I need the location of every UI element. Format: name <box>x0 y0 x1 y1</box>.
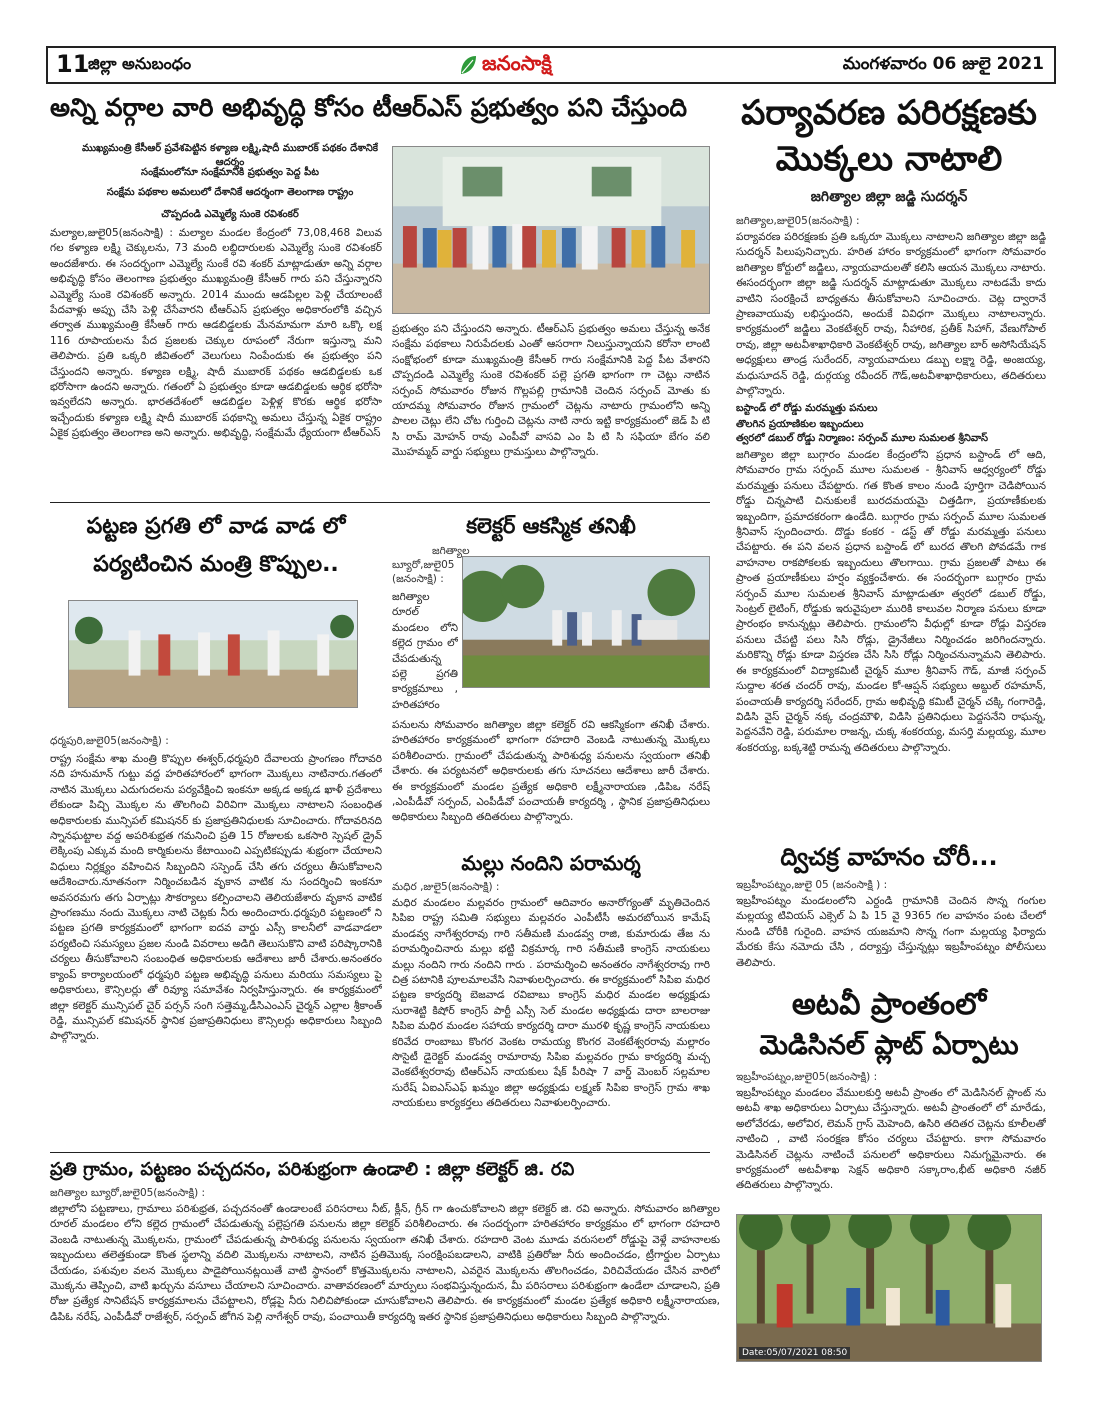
issue-date: మంగళవారం 06 జులై 2021 <box>842 54 1044 74</box>
minister-body: రాష్ట్ర సంక్షేమ శాఖ మంత్రి కొప్పుల ఈశ్వర్,ధర్మపురి దేవాలయ ప్రాంగణం గోదావరి నది హనుమాన్ గుట్టు వద్ద హరితహారంలో భాగంగా మొక్కలు నాటినారు.గతంలో నాటిన మొక్కలు ఎదుగుదలను పర్యవేక్షించి ఇంకనూ అక్కడ అక్కడ ఖాళీ ప్రదేశాలు లేకుండా పిచ్చి మొక్కల ను తొలగించి విరివిగా మొక్కలు నాటాలని సంబంధిత అధికారులకు మున్సిపల్ కమిషనర్ కు ప్రజాప్రతినిధులకు సూచించారు. గోదావరినది స్నానఘట్టాల వద్ద అపరిశుభ్రత గమనించి ప్రతి 15 రోజులకు ఒకసారి స్పెషల్ డ్రైవ్ లెక్కింపు ఎక్కువ మంది కార్మికులను కేటాయించి ఎప్పటికప్పుడు శుభ్రంగా చేయాలని విధులు నిర్లక్ష్యం వహించిన సిబ్బందిని సస్పెండ్ చేసి తగు చర్యలు తీసుకోవాలని ఆదేశించారు.నూతనంగా నిర్మించబడిన వృకాన వాటిక ను సందర్శించి ఇంకనూ అవసరమగు తగు ఏర్పాట్లు సౌకర్యాలు కల్పించాలని తెలియజేశారు వృకాన వాటిక ప్రాంగణము నందు మొక్కలు నాటి చెట్లకు నీరు అందించారు.ధర్మపురి పట్టణంలో ని పట్టణ ప్రగతి కార్యక్రమంలో భాగంగా ఐదవ వార్డు ఎస్సీ కాలనీలో వాడవాడలా పర్యటించి సమస్యలు ప్రజల నుండి వివరాలు అడిగి తెలుసుకొని వాటి పరిష్కారానికి చర్యలు తీసుకోవాలని సంబంధిత అధికారులకు ఆదేశాలు జారీ చేశారు.అనంతరం క్యాంప్ కార్యాలయంలో ధర్మపురి పట్టణ అభివృద్ధి పనులు మరియు సమస్యలు పై అధికారులు, కౌన్సిలర్లు తో రివ్యూ సమావేశం నిర్వహిస్తున్నారు. ఈ కార్యక్రమంలో జిల్లా కలెక్టర్ మున్సిపల్ చైర్ పర్సన్ సంగి సత్తెమ్మ,డీసిఎంఎస్ చైర్మన్ ఎల్లాల శ్రీకాంత్ రెడ్డి, మున్సిపల్ కమిషనర్ స్థానిక ప్రజాప్రతినిధులు కౌన్సిలర్లు అధికారులు సిబ్బంది పాల్గొన్నారు. <box>50 753 382 1043</box>
village-body: జిల్లాలోని పట్టణాలు, గ్రామాలు పరిశుభ్రత, పచ్చదనంతో ఉండాలంటే పరిసరాలు నీట్, క్లీన్, గ్రీన్ గా ఉంచుకోవాలని జిల్లా కలెక్టర్ జి. రవి అన్నారు. సోమవారం జగిత్యాల రూరల్ మండలం లోని కల్లెద గ్రామంలో చేపడుతున్న పల్లెప్రగతి పనులను జిల్లా కలెక్టర్ పరిశీలించారు. ఈ సందర్భంగా హరితహారం కార్యక్రమం లో భాగంగా రహదారి వెంబడి నాటుతున్న మొక్కలను, గ్రామంలో చేపడుతున్న పారిశుధ్య పనులను స్వయంగా తనిఖీ చేశారు. రహదారి వెంట మూడు వరుసలలో రోడ్డుపై వెళ్లే వాహనాలకు ఇబ్బందులు తలెత్తకుండా కొంత స్థలాన్ని వదిలి మొక్కలను నాటాలని, నాటిన ప్రతిమొక్క సంరక్షింపబడాలని, వాటికి ప్రతిరోజు నీరు అందించడం, ట్రీగార్డుల ఏర్పాటు చేయడం, పశువుల వలన మొక్కలు పాడైపోయినట్లయితే వాటి స్థానంలో కొత్తమొక్కలను నాటాలని, ఎవరైన మొక్కలను తొలగించడం, విరిచివేయడం చేసిన వారిలో మొక్కను తెప్పించి, వాటి ఖర్చును వసూలు చేయాలని సూచించారు. వాతావరణంలో మార్పులు సంభవిస్తున్నందున, మీ పరిసరాలు పరిశుభ్రంగా ఉండేలా చూడాలని, ప్రతి రోజు ప్రత్యేక సానిటేషన్ కార్యక్రమాలను చేపట్టాలని, రోడ్లపై నీరు నిలిచిపోకుండా చూసుకోవాలని తెలిపారు. ఈ కార్యక్రమంలో మండల ప్రత్యేక అధికారి లక్ష్మీనారాయణ, డిపిఓ నరేష్, ఎంపీడీవో రాజేశ్వర్, సర్పంచ్ జోగిన పెల్లి నాగేశ్వర్ రావు, పంచాయితీ కార్యదర్శి ఇతర స్థానిక ప్రజాప్రతినిధులు అధికారులు సిబ్బంది పాల్గొన్నారు. <box>50 1203 720 1323</box>
environment-dateline: జగిత్యాల,జులై05(జనంసాక్షి) : <box>736 215 860 227</box>
trs-subhead-4: చొప్పదండి ఎమ్మెల్యే సుంకె రవిశంకర్ <box>161 209 299 220</box>
trs-photo <box>392 146 710 314</box>
mallu-dateline: మధిర ,జులై5(జనంసాక్షి) : <box>392 881 500 893</box>
trs-subhead-3: సంక్షేమ పథకాల అమలులో దేశానికే ఆదర్శంగా తెలంగాణ రాష్ట్రం <box>106 187 354 198</box>
bike-headline: ద్విచక్ర వాహనం చోరీ... <box>780 843 998 871</box>
trs-subhead-2: సంక్షేమంలోనూ సంక్షేమానికి ప్రభుత్వం పెద్ద పీట <box>141 167 319 178</box>
collector-dateline-2: (జనంసాక్షి) : <box>392 573 444 585</box>
mallu-headline: మల్లు నందిని పరామర్శ <box>461 851 641 875</box>
divider <box>50 1152 710 1153</box>
leaf-icon <box>458 54 478 76</box>
collector-photo <box>462 556 710 688</box>
environment-headline-1: పర్యావరణ పరిరక్షణకు <box>741 93 1037 133</box>
busstand-kicker-2: తొలగిన ప్రయాణికుల ఇబ్బందులు <box>736 419 864 430</box>
minister-dateline: ధర్మపురి,జులై05(జనంసాక్షి) : <box>50 735 169 747</box>
trs-body-right: ప్రభుత్వం పని చేస్తుందని అన్నారు. టీఆర్ఎస్ ప్రభుత్వం అమలు చేస్తున్న అనేక సంక్షేమ పథకాలు నిరుపేదలకు ఎంతో ఆసరాగా నిలుస్తున్నాయని కరోనా లాంటి సంక్షోభంలో కూడా ముఖ్యమంత్రి కేసీఆర్ గారు సంక్షేమానికి పెద్ద పీట వేశారని చొప్పదండి ఎమ్మెల్యే సుంకె రవిశంకర్ పల్లె ప్రగతి భాగంగా గా చెట్లు నాటిన సర్పంచ్ సోమవారం రోజున గొల్లపల్లి గ్రామానికి చెందిన సర్పంచ్ మోతు కు యాదమ్మ సోమవారం రోజున గ్రామంలో చెట్లను నాటారు గ్రామంలోని అన్ని పాలల చెట్లు లేని చోట గుర్తించి చెట్లను నాటి నారు ఇట్టి కార్యక్రమంలో జెడ్ పి టి సి రామ్ మోహన్ రావు ఎంపీవో వాసవి ఎం పి టి సి సఫియా బేగం వలి మొహమ్మద్ వార్డు సభ్యులు గ్రామస్తులు పాల్గొన్నారు. <box>392 323 710 459</box>
village-dateline: జగిత్యాల బ్యూరో,జులై05(జనంసాక్షి) : <box>50 1187 206 1199</box>
collector-headline: కలెక్టర్ ఆకస్మిక తనిఖీ <box>466 514 636 538</box>
medicinal-headline-2: మెడిసినల్ ప్లాట్ ఏర్పాటు <box>759 1030 1019 1061</box>
trs-headline: అన్ని వర్గాల వారి అభివృద్ధి కోసం టీఆర్ఎస్ ప్రభుత్వం పని చేస్తుంది <box>50 93 688 122</box>
minister-headline-2: పర్యటించిన మంత్రి కొప్పుల.. <box>93 552 339 577</box>
divider <box>50 502 710 503</box>
minister-headline-1: పట్టణ ప్రగతి లో వాడ వాడ లో <box>86 514 346 539</box>
trs-subhead-1: ముఖ్యమంత్రి కేసీఆర్ ప్రవేశపెట్టిన కళ్యాణ లక్ష్మి,షాదీ ముబారక్ పథకం దేశానికే ఆదర్శం <box>81 143 378 168</box>
medicinal-body: ఇబ్రహీంపట్నం మండలం వేములకుర్తి అటవీ ప్రాంతం లో మెడిసినల్ ప్లాంట్ ను అటవీ శాఖ అధికారులు ఏర్పాటు చేస్తున్నారు. అటవీ ప్రాంతంలో లో మారేడు, అలోవేరడు, అలోవిర, లెమన్ గ్రాస్ మెహెంది, ఉసిరి తదితర చెట్లను కూలీలతో నాటించి , వాటి సంరక్షణ కోసం చర్యలు చేపట్టారు. కాగా సోమవారం మెడిసినల్ చెట్లను నాటించే పనులలో అధికారులు నిమగ్నమైనారు. ఈ కార్యక్రమంలో అటవీశాఖ సెక్షన్ అధికారి సక్కారాం,భీట్ అధికారి నజీర్ తదితరులు పాల్గొన్నారు. <box>736 1087 1046 1192</box>
photo-timestamp: Date:05/07/2021 08:50 <box>739 1347 850 1359</box>
bike-body: ఇబ్రహీంపట్నం మండలంలోని ఎర్దండి గ్రామానికి చెందిన సొన్న గంగుల మల్లయ్య టివియస్ ఎక్సెల్ ఏ పి 15 వై 9365 గల వాహనం పంట చేలలో నుండి చోరీకి గురైంది. వాహన యజమాని సొన్న గంగా మల్లయ్య ఫిర్యాదు మేరకు కేసు నమోదు చేసి , దర్యాప్తు చేస్తున్నట్లు ఇబ్రహీంపట్నం పోలీసులు తెలిపారు. <box>736 895 1046 969</box>
bike-dateline: ఇబ్రహీంపట్నం,జులై 05 (జనంసాక్షి ) : <box>736 879 888 891</box>
busstand-kicker: బస్టాండ్ లో రోడ్డు మరమ్మత్తు పనులు <box>736 403 878 414</box>
environment-subhead: జగిత్యాల జిల్లా జడ్జి సుదర్శన్ <box>810 189 968 205</box>
collector-body-narrow: జగిత్యాల రూరల్ మండలం లోని కల్లెద గ్రామం లో చేపడుతున్న పల్లె ప్రగతి కార్యక్రమాలు , హరితహారం <box>392 591 458 710</box>
mallu-body: మధిర మండలం మల్లవరం గ్రామంలో ఆదివారం అనారోగ్యంతో మృతిచెందిన సిపిఐ రాష్ట్ర సమితి సభ్యులు మల్లవరం ఎంపీటీసీ అమరబోయిన కామేష్ మండవ్వ నాగేశ్వరరావు గారి సతీమణి మండవ్వ రాజి, కుమారుడు తేజ ను పరామర్శించినారు మల్లు భట్టి విక్రమార్క గారి సతీమణి కాంగ్రెస్ నాయకులు మల్లు నందిని గారు నందిని గారు . పరామర్శించి అనంతరం నాగేశ్వరరావు గారి చిత్ర పటానికి పూలమాలవేసి నివాళులర్పించారు. ఈ కార్యక్రమంలో సిపిఐ మధిర పట్టణ కార్యదర్శి బెజవాడ రవిబాబు కాంగ్రెస్ మధిర మండల అధ్యక్షుడు సురా‌శెట్టి కిషోర్ కాంగ్రెస్ పార్టీ ఎస్సీ సెల్ మండల అధ్యక్షుడు దారా బాలరాజు సిపిఐ మధిర మండల సహాయ కార్యదర్శి దారా మురళి కృష్ణ కాంగ్రెస్ నాయకులు కరివేద రాంబాబు కొంగర వెంకట రామయ్య కొంగర వెంకటేశ్వరరావు మల్లారం సొసైటీ డైరెక్టర్ మండవ్వ రామారావు సిపిఐ మల్లవరం గ్రామ కార్యదర్శి మచ్చ వెంకటేశ్వరరావు టిఆర్ఎస్ నాయకులు షేక్ పీరిషా 7 వార్డ్ మెంబర్ సల్లమాల సురేష్ ఏఐఎస్ఎఫ్ ఖమ్మం జిల్లా అధ్యక్షుడు లక్ష్మణ్ సిపిఐ కాంగ్రెస్ గ్రామ శాఖ నాయకులు కార్యకర్తలు తదితరులు నివాళులర్పించారు. <box>392 897 710 1110</box>
medicinal-headline-1: అటవీ ప్రాంతంలో <box>791 987 987 1022</box>
collector-body: పనులను సోమవారం జగిత్యాల జిల్లా కలెక్టర్ రవి ఆకస్మికంగా తనిఖీ చేశారు. హరితహారం కార్యక్రమంలో భాగంగా రహదారి వెంబడి నాటుతున్న మొక్కలు పరిశీలించారు. గ్రామంలో చేపడుతున్న పారిశుధ్య పనులను స్వయంగా తనిఖీ చేశారు. ఈ పర్యటనలో అధికారులకు తగు సూచనలు ఆదేశాలు జారీ చేశారు. ఈ కార్యక్రమంలో మండల ప్రత్యేక అధికారి లక్ష్మీనారాయణ ,డిపిఒ నరేష్ ,ఎంపీడీవో సర్పంచ్, ఎంపీడీవో పంచాయతీ కార్యదర్శి , స్థానిక ప్రజాప్రతినిధులు అధికారులు సిబ్బంది తదితరులు పాల్గొన్నారు. <box>392 719 710 824</box>
collector-dateline-1: బ్యూరో,జులై05 <box>392 559 455 571</box>
environment-headline-2: మొక్కలు నాటాలి <box>775 139 1003 179</box>
medicinal-photo <box>736 1214 1042 1362</box>
minister-photo <box>68 600 358 708</box>
paper-logo <box>458 50 552 80</box>
section-name: జిల్లా అనుబంధం <box>88 54 192 73</box>
medicinal-dateline: ఇబ్రహీంపట్నం,జులై05(జనంసాక్షి) : <box>736 1071 878 1083</box>
trs-body-left: మల్యాల,జులై05(జనంసాక్షి) : మల్యాల మండల కేంద్రంలో 73,08,468 విలువ గల కళ్యాణ లక్ష్మి చెక్కులను, 73 మంది లబ్ధిదారులకు ఎమ్మెల్యే సుంకె రవిశంకర్ అందజేశారు. ఈ సందర్భంగా ఎమ్మెల్యే సుంకే రవి శంకర్ మాట్లాడుతూ అన్ని వర్గాల అభివృద్ధి కోసం తెలంగాణ ప్రభుత్వం ముఖ్యమంత్రి కేసీఆర్ గారు పని చేస్తున్నారని ఎమ్మెల్యే సుంకె రవిశంకర్ అన్నారు. 2014 ముందు ఆడపిల్లల పెళ్లి చేయాలంటే పేదవాళ్లు అప్పు చేసి పెళ్లి చేసేవారని టీఆర్ఎస్ ప్రభుత్వం అధికారంలోకి వచ్చిన తర్వాత ముఖ్యమంత్రి కేసీఆర్ గారు ఆడబిడ్డలకు మేనమామగా మారి ఒక్కొ లక్ష 116 రూపాయలను పేద ప్రజలకు చెక్కుల రూపంలో నేరుగా ఇస్తున్నా మని తెలిపారు. ప్రతి ఒక్కరి జీవితంలో వెలుగులు నింపేందుకు ఈ ప్రభుత్వం పని చేస్తుందని అన్నారు. కళ్యాణ లక్ష్మి, షాదీ ముబారక్ పథకం ఆడబిడ్డలకు ఒక భరోసాగా ఉందని అన్నారు. గతంలో ఏ ప్రభుత్వం కూడా ఆడబిడ్డలకు ఆర్థిక భరోసా ఇవ్వలేదని అన్నారు. భారతదేశంలో ఆడబిడ్డల పెళ్లిళ్ల కొరకు ఆర్థిక భరోసా ఇచ్చేందుకు కళ్యాణ లక్ష్మి షాదీ ముబారక్ పథకాన్ని అమలు చేస్తున్న ఏకైక రాష్ట్రం ఏకైక ప్రభుత్వం తెలంగాణ అని అన్నారు. అభివృద్ధి, సంక్షేమమే ధ్యేయంగా టీఆర్ఎస్ <box>50 227 382 440</box>
page-number: 11 <box>56 50 90 78</box>
busstand-body: జగిత్యాల జిల్లా బుగ్గారం మండల కేంద్రంలోని ప్రధాన బస్టాండ్ లో ఆది, సోమవారం గ్రామ సర్పంచ్ మూల సుమలత - శ్రీనివాస్ ఆధ్వర్యంలో రోడ్డు మరమ్మత్తు పనులు చేపట్టారు. గత కొంత కాలం నుండి పూర్తిగా చెడిపోయిన రోడ్డు చిన్నపాటి చినుకులకే బురదమయమై చిత్తడిగా, ప్రయాణీకులకు ఇబ్బందిగా, ప్రమాదకరంగా ఉండేది. బుగ్గారం గ్రామ సర్పంచ్ మూల సుమలత శ్రీనివాస్ స్పందించారు. దొడ్డు కంకర - డస్ట్ తో రోడ్డు మరమ్మత్తు పనులు చేపట్టారు. ఈ పని వలన ప్రధాన బస్టాండ్ లో బురద తొలగి పోవడమే గాక వాహనాల రాకపోకలకు ఇబ్బందులు తొలగాయి. గ్రామ ప్రజలతో పాటు ఈ ప్రాంత ప్రయాణీకులు హర్షం వ్యక్తంచేశారు. ఈ సందర్భంగా బుగ్గారం గ్రామ సర్పంచ్ మూల సుమలత శ్రీనివాస్ మాట్లాడుతూ త్వరలో డబుల్ రోడ్డు, సెంట్రల్ లైటింగ్, రోడ్డుకు ఇరువైపులా మురికి కాలువల నిర్మాణ పనులు కూడా ప్రారంభం కానున్నట్లు తెలిపారు. గ్రామంలోని వీధుల్లో కూడా రోడ్లు విస్తరణ పనులు చేపట్టి పలు సిసి రోడ్లు, డ్రైనేజీలు నిర్మించడం జరిగిందన్నారు. మరికొన్ని రోడ్లు కూడా విస్తరణ చేసి సిసి రోడ్లు నిర్మించనున్నామని తెలిపారు. ఈ కార్యక్రమంలో విద్యాకమిటీ చైర్మన్ మూల శ్రీనివాస్ గౌడ్, మాజీ సర్పంచ్ సుద్దాల శరత చందర్ రావు, మండల కో-ఆప్షన్ సభ్యులు అబ్దుల్ రహమాన్, పంచాయతీ కార్యదర్శి సరేందర్, గ్రామ అభివృద్ధి కమిటీ చైర్మన్ చక్కి గంగారెడ్డి, విడిసి వైస్ చైర్మన్ నక్క చంద్రమౌళి, విడిసి ప్రతినిధులు పెద్దసనేని రాఘన్న, పెద్దనవేని రెడ్డి, పరుమాల రాజన్న, చుక్క శంకరయ్య, మసర్తి మల్లయ్య, మూల శంకరయ్య, బక్కశెట్టి రామన్న తదితరులు పాల్గొన్నారు. <box>736 449 1046 754</box>
busstand-lead: త్వరలో డబుల్ రోడ్డు నిర్మాణం: సర్పంచ్ మూల సుమలత శ్రీనివాస్ <box>736 433 989 444</box>
masthead <box>46 46 1056 84</box>
paper-name: జనంసాక్షి <box>482 50 552 75</box>
collector-dateline-place: జగిత్యాల <box>432 545 470 557</box>
environment-body: పర్యావరణ పరిరక్షణకు ప్రతి ఒక్కరూ మొక్కలు నాటాలని జగిత్యాల జిల్లా జడ్జి సుదర్శన్ పిలుపునిచ్చారు. హరిత హారం కార్యక్రమంలో భాగంగా సోమవారం జగిత్యాల కోర్టులో జడ్జిలు, న్యాయవాదులతో కలిసి ఆయన మొక్కలు నాటారు. ఈసందర్భంగా జిల్లా జడ్జి సుదర్శన్ మాట్లాడుతూ మొక్కలు నాటడమే కాదు వాటిని సంరక్షించే బాధ్యతను తీసుకోవాలని సూచించారు. చెట్ల ద్వారానే ప్రాణవాయువు లభిస్తుందని, అందుకే వివిధగా మొక్కలు నాటాలన్నారు. కార్యక్రమంలో జడ్జిలు వెంకటేశ్వర్ రావు, నీహారిక, ప్రతీక్ సిహాగ్, వేణుగోపాల్ రావు, జిల్లా అటవీశాఖాధికారి వెంకటేశ్వర్ రావు, జగిత్యాల బార్ అసోసియేషన్ అధ్యక్షులు తాండ్ర సురేందర్, న్యాయవాదులు డబ్బు లక్ష్మా రెడ్డి, అంజయ్య, మధుసూదన్ రెడ్డి, దుర్గయ్య రవీందర్ గౌడ్,అటవీశాఖాధికారులు, తదితరులు పాల్గొన్నారు. <box>736 231 1046 398</box>
village-headline: ప్రతి గ్రామం, పట్టణం పచ్చదనం, పరిశుభ్రంగా ఉండాలి : జిల్లా కలెక్టర్ జి. రవి <box>50 1159 575 1180</box>
